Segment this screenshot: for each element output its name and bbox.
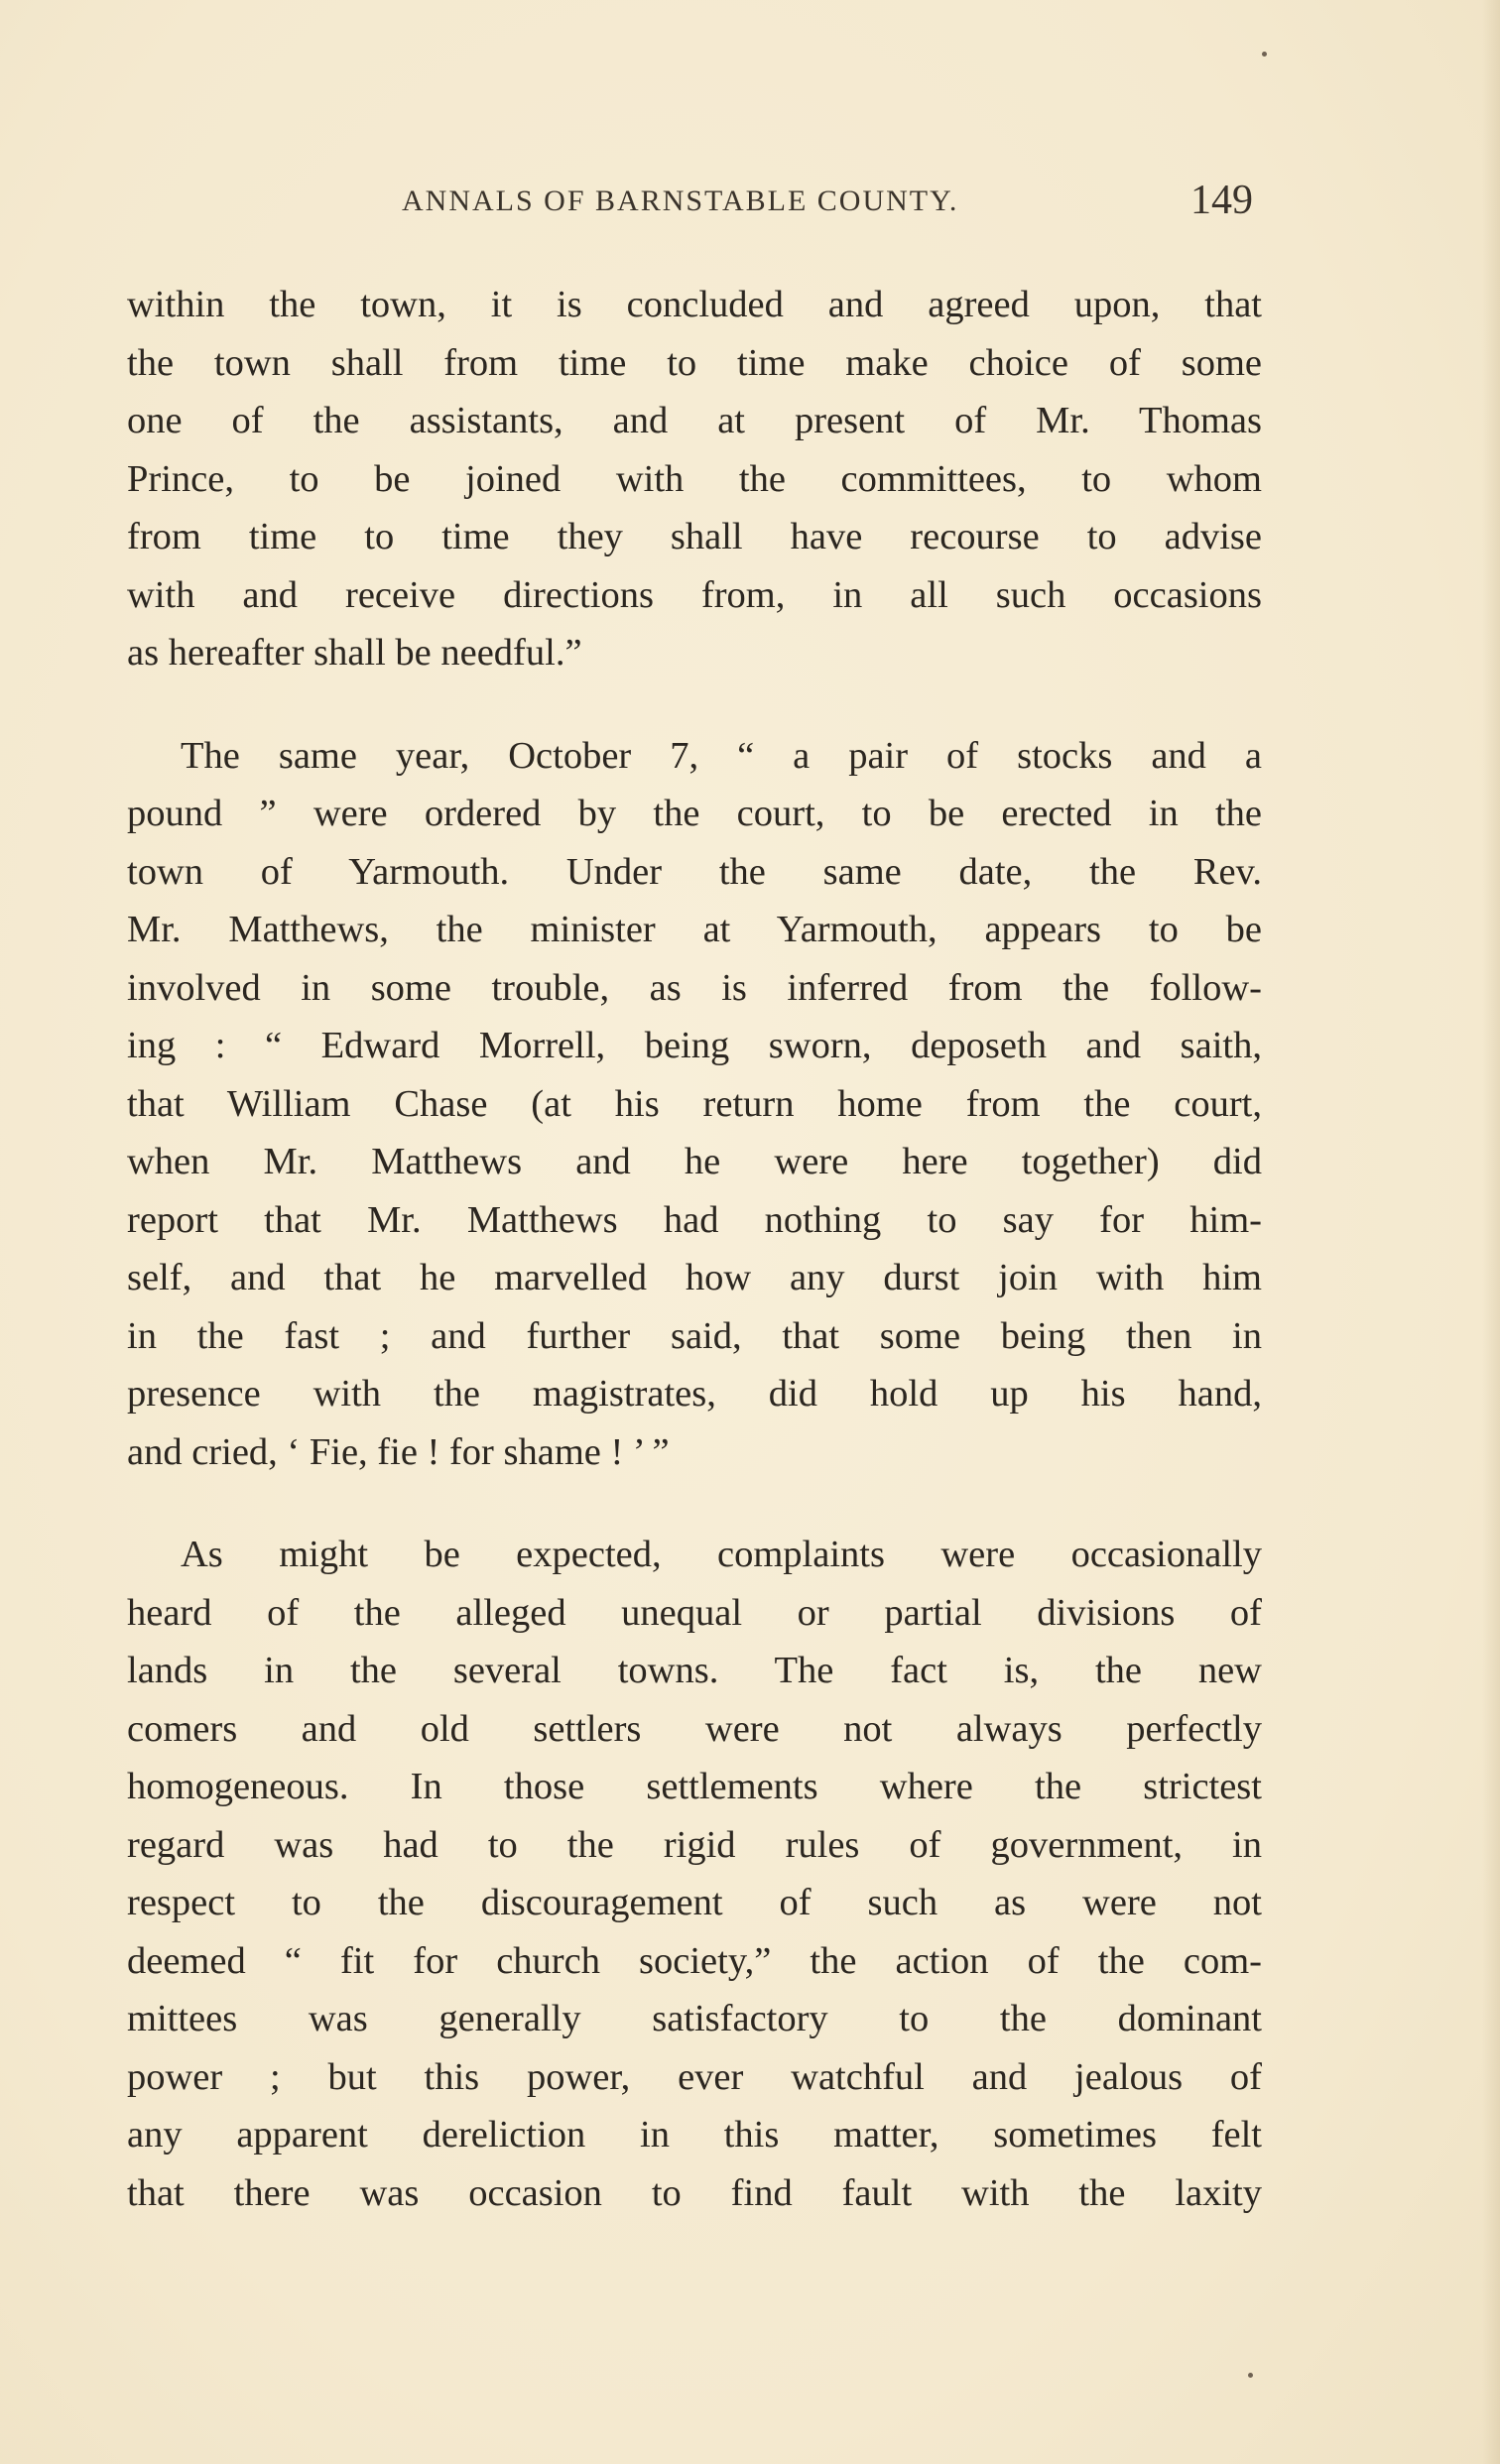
text-line: lands in the several towns. The fact is, the new — [127, 1650, 1262, 1691]
text-line: within the town, it is concluded and agreed upon, that — [127, 284, 1262, 325]
text-line: that there was occasion to find fault with the laxity — [127, 2171, 1262, 2214]
text-line: heard of the alleged unequal or partial divisions of — [127, 1591, 1262, 1634]
body-text — [127, 276, 1262, 2222]
text-line: pound ” were ordered by the court, to be erected in the — [127, 793, 1262, 834]
text-line: deemed “ fit for church society,” the action of the com- — [127, 1939, 1262, 1982]
text-line: Prince, to be joined with the committees, to whom — [127, 457, 1262, 500]
text-line: as hereafter shall be needful.” — [127, 632, 582, 674]
text-line: As might be expected, complaints were occasionally — [181, 1534, 1262, 1575]
page-number: 149 — [1190, 178, 1253, 223]
text-line: town of Yarmouth. Under the same date, the Rev. — [127, 850, 1262, 893]
text-line: any apparent dereliction in this matter, sometimes felt — [127, 2114, 1262, 2156]
text-line: report that Mr. Matthews had nothing to say for him- — [127, 1198, 1262, 1241]
text-line: homogeneous. In those settlements where the strictest — [127, 1766, 1262, 1807]
running-head — [0, 177, 1500, 236]
paragraph-2 — [127, 727, 1262, 1482]
text-line: in the fast ; and further said, that some being then in — [127, 1314, 1262, 1357]
text-line: from time to time they shall have recourse to advise — [127, 516, 1262, 557]
text-line: and cried, ‘ Fie, fie ! for shame ! ’ ” — [127, 1430, 670, 1473]
page-edge-shadow — [1482, 0, 1500, 2464]
running-title: ANNALS OF BARNSTABLE COUNTY. — [402, 185, 959, 217]
text-line: ing : “ Edward Morrell, being sworn, deposeth and saith, — [127, 1025, 1262, 1066]
text-line: self, and that he marvelled how any durst join with him — [127, 1257, 1262, 1298]
text-line: when Mr. Matthews and he were here together) did — [127, 1141, 1262, 1182]
text-line: involved in some trouble, as is inferred from the follow- — [127, 966, 1262, 1009]
text-line: power ; but this power, ever watchful and jealous of — [127, 2055, 1262, 2098]
text-line: that William Chase (at his return home from the court, — [127, 1082, 1262, 1125]
text-line: mittees was generally satisfactory to the dominant — [127, 1998, 1262, 2039]
text-line: comers and old settlers were not always perfectly — [127, 1707, 1262, 1750]
text-line: Mr. Matthews, the minister at Yarmouth, appears to be — [127, 909, 1262, 950]
text-line: regard was had to the rigid rules of government, in — [127, 1823, 1262, 1866]
paper-speck — [1262, 52, 1267, 57]
text-line: with and receive directions from, in all such occasions — [127, 573, 1262, 616]
text-line: The same year, October 7, “ a pair of stocks and a — [181, 734, 1262, 777]
paragraph-gap — [127, 682, 1262, 727]
text-line: presence with the magistrates, did hold up his hand, — [127, 1373, 1262, 1415]
paragraph-1 — [127, 276, 1262, 682]
paper-speck — [1248, 2373, 1253, 2378]
text-line: the town shall from time to time make choice of some — [127, 341, 1262, 384]
text-line: one of the assistants, and at present of Mr. Thomas — [127, 400, 1262, 441]
paragraph-gap — [127, 1481, 1262, 1526]
text-line: respect to the discouragement of such as were not — [127, 1882, 1262, 1923]
paragraph-3 — [127, 1526, 1262, 2222]
